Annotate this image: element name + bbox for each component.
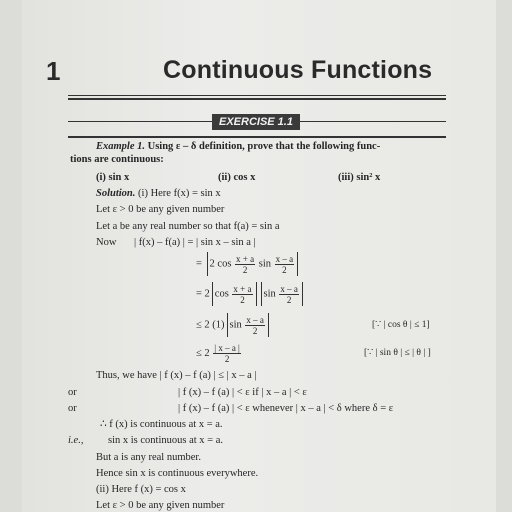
solution-lead: Solution. (96, 188, 136, 199)
fraction-num: x + a (236, 253, 255, 264)
fraction-num: x – a (280, 283, 298, 294)
part-i: (i) sin x (96, 172, 130, 183)
line-15: (ii) Here f (x) = cos x (96, 484, 186, 495)
or-label: or (68, 387, 77, 398)
solution-text: (i) Here f(x) = sin x (138, 188, 221, 199)
exercise-label: EXERCISE 1.1 (212, 114, 300, 130)
note-cos: [∵ | cos θ | ≤ 1] (372, 320, 430, 330)
abs-bar (268, 313, 269, 337)
fraction (213, 343, 241, 364)
abs-bar (207, 252, 208, 276)
or-label: or (68, 403, 77, 414)
divider-rule (68, 95, 446, 96)
eq-sign: = (196, 258, 205, 270)
abs-bar (261, 282, 262, 306)
chapter-title: Continuous Functions (163, 56, 433, 84)
fraction (279, 284, 299, 305)
fraction-num: x – a (275, 253, 294, 264)
line-10: | f (x) – f (a) | < ε whenever | x – a | < δ where δ = ε (178, 403, 394, 414)
fraction (245, 315, 265, 336)
cos-term: cos (214, 288, 229, 300)
line-6 (196, 313, 271, 337)
line-13: But a is any real number. (96, 452, 201, 463)
ie-label: i.e., (68, 435, 84, 446)
chapter-number: 1 (46, 56, 61, 86)
fraction (275, 254, 295, 275)
divider-rule (68, 121, 212, 122)
fraction-den: 2 (242, 264, 248, 275)
line-11: ∴ f (x) is continuous at x = a. (100, 419, 223, 430)
abs-bar (227, 313, 228, 337)
example-line-1 (96, 140, 380, 153)
eq-sign: = 2 (196, 288, 210, 300)
line-12: sin x is continuous at x = a. (108, 435, 223, 446)
fraction-den: 2 (282, 264, 287, 275)
abs-bar (212, 282, 213, 306)
line-3-label: Now (96, 237, 117, 248)
fraction-den: 2 (252, 325, 258, 336)
sin-term: sin (263, 288, 276, 300)
part-ii: (ii) cos x (218, 172, 256, 183)
example-text-2: tions are continuous: (70, 154, 164, 165)
note-sin: [∵ | sin θ | ≤ | θ | ] (364, 348, 431, 358)
divider-rule (300, 121, 446, 122)
fraction-den: 2 (286, 294, 292, 305)
line-3: | f(x) – f(a) | = | sin x – sin a | (134, 237, 256, 248)
example-lead: Example 1. (96, 141, 145, 152)
abs-bar (297, 252, 298, 276)
divider-rule (68, 136, 446, 138)
sin-term: sin (258, 258, 272, 270)
line-4 (196, 252, 300, 276)
line-5 (196, 282, 305, 306)
sin-term: sin (229, 319, 242, 331)
fraction-num: | x – a | (214, 343, 240, 353)
line-9: | f (x) – f (a) | < ε if | x – a | < ε (178, 387, 307, 398)
line-2: Let a be any real number so that f(a) = sin a (96, 221, 280, 232)
line-1: Let ε > 0 be any given number (96, 204, 225, 215)
fraction (235, 254, 255, 275)
fraction (232, 284, 252, 305)
leq-term: ≤ 2 (196, 347, 210, 359)
line-8: Thus, we have | f (x) – f (a) | ≤ | x – a | (96, 370, 257, 381)
leq-term: ≤ 2 (1) (196, 319, 225, 331)
line-16: Let ε > 0 be any given number (96, 500, 225, 511)
abs-bar (302, 282, 303, 306)
line-7 (196, 343, 242, 364)
part-iii: (iii) sin² x (338, 172, 381, 183)
abs-bar (256, 282, 257, 306)
line-14: Hence sin x is continuous everywhere. (96, 468, 259, 479)
fraction-num: x – a (246, 314, 264, 325)
fraction-den: 2 (240, 294, 245, 305)
solution-line (96, 187, 221, 200)
divider-rule (68, 98, 446, 100)
fraction-num: x + a (233, 283, 252, 294)
example-text-1: Using ε – δ definition, prove that the following func- (147, 141, 381, 152)
cos-term: 2 cos (209, 258, 232, 270)
fraction-den: 2 (224, 354, 230, 364)
